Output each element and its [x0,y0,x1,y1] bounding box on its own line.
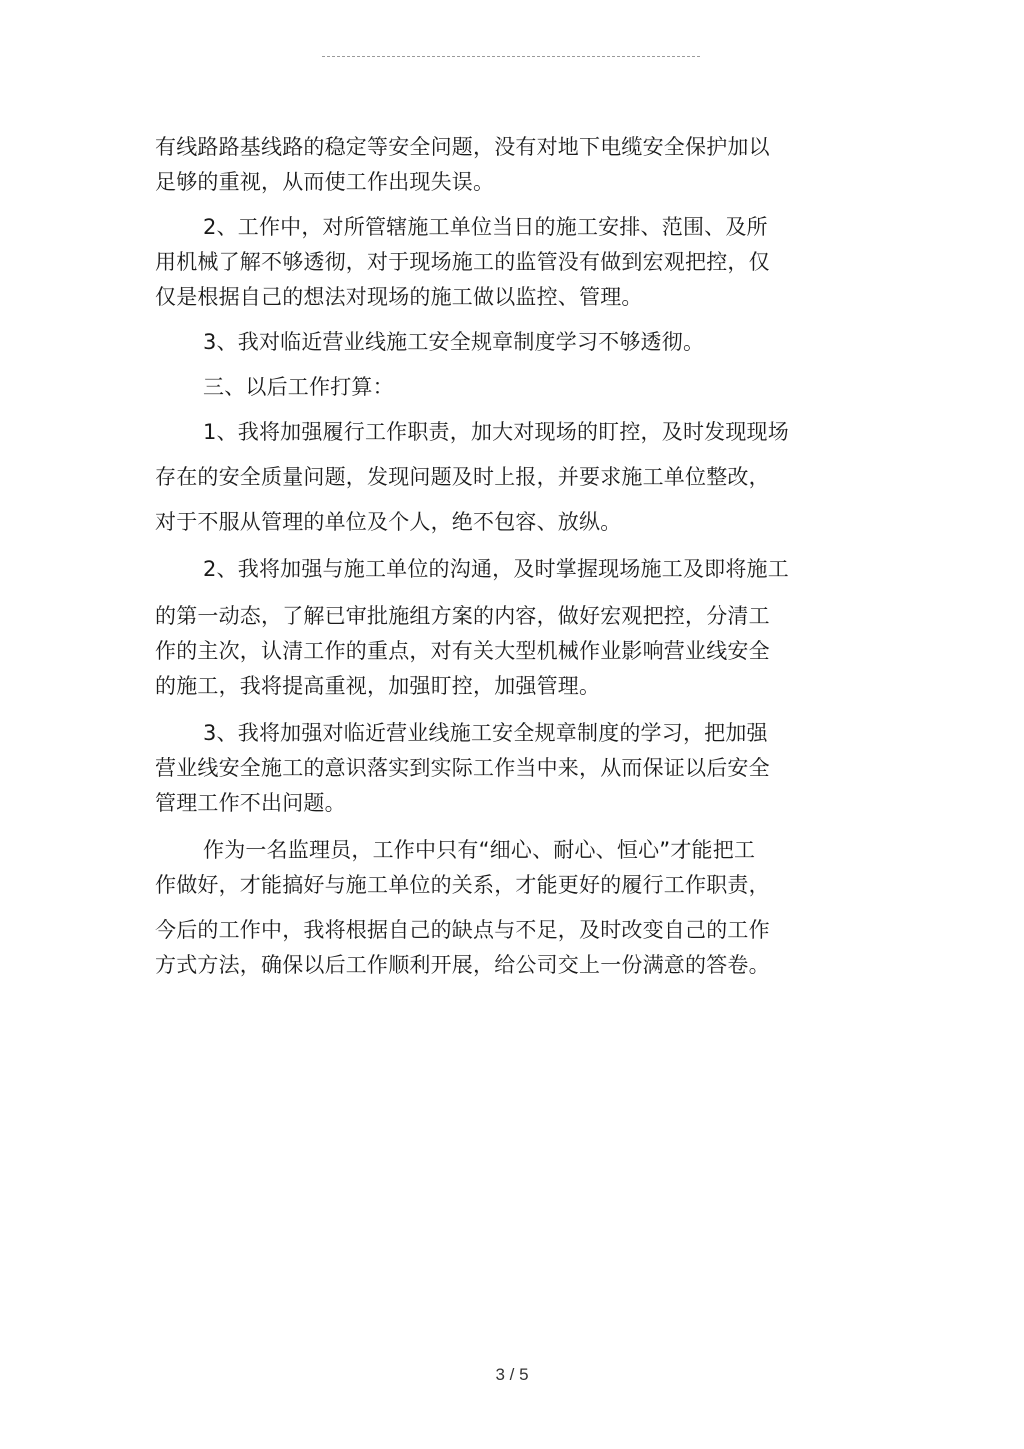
text-line: 存在的安全质量问题，发现问题及时上报，并要求施工单位整改， [155,465,770,489]
text-line: 3、我对临近营业线施工安全规章制度学习不够透彻。 [203,330,705,354]
text-line: 的施工，我将提高重视，加强盯控，加强管理。 [155,674,601,698]
text-line: 有线路路基线路的稳定等安全问题，没有对地下电缆安全保护加以 [155,135,770,159]
text-line: 营业线安全施工的意识落实到实际工作当中来，从而保证以后安全 [155,756,770,780]
text-line: 作的主次，认清工作的重点，对有关大型机械作业影响营业线安全 [155,639,770,663]
text-line: 1、我将加强履行工作职责，加大对现场的盯控，及时发现现场 [203,420,789,444]
text-line: 方式方法，确保以后工作顺利开展，给公司交上一份满意的答卷。 [155,953,770,977]
text-line: 今后的工作中，我将根据自己的缺点与不足，及时改变自己的工作 [155,918,770,942]
text-line: 对于不服从管理的单位及个人，绝不包容、放纵。 [155,510,622,534]
text-line: 仅是根据自己的想法对现场的施工做以监控、管理。 [155,285,643,309]
text-line: 管理工作不出问题。 [155,791,346,815]
text-line: 作做好，才能搞好与施工单位的关系，才能更好的履行工作职责， [155,873,770,897]
text-line: 足够的重视，从而使工作出现失误。 [155,170,495,194]
page-number: 3 / 5 [495,1365,529,1384]
text-line: 作为一名监理员，工作中只有“细心、耐心、恒心”才能把工 [203,838,756,862]
section-heading: 三、以后工作打算： [203,375,394,399]
text-line: 的第一动态，了解已审批施组方案的内容，做好宏观把控，分清工 [155,604,770,628]
text-line: 2、工作中，对所管辖施工单位当日的施工安排、范围、及所 [203,215,768,239]
text-line: 用机械了解不够透彻，对于现场施工的监管没有做到宏观把控，仅 [155,250,770,274]
header-rule [322,56,700,57]
document-body [155,130,827,983]
text-line: 3、我将加强对临近营业线施工安全规章制度的学习，把加强 [203,721,768,745]
text-line: 2、我将加强与施工单位的沟通，及时掌握现场施工及即将施工 [203,557,789,581]
